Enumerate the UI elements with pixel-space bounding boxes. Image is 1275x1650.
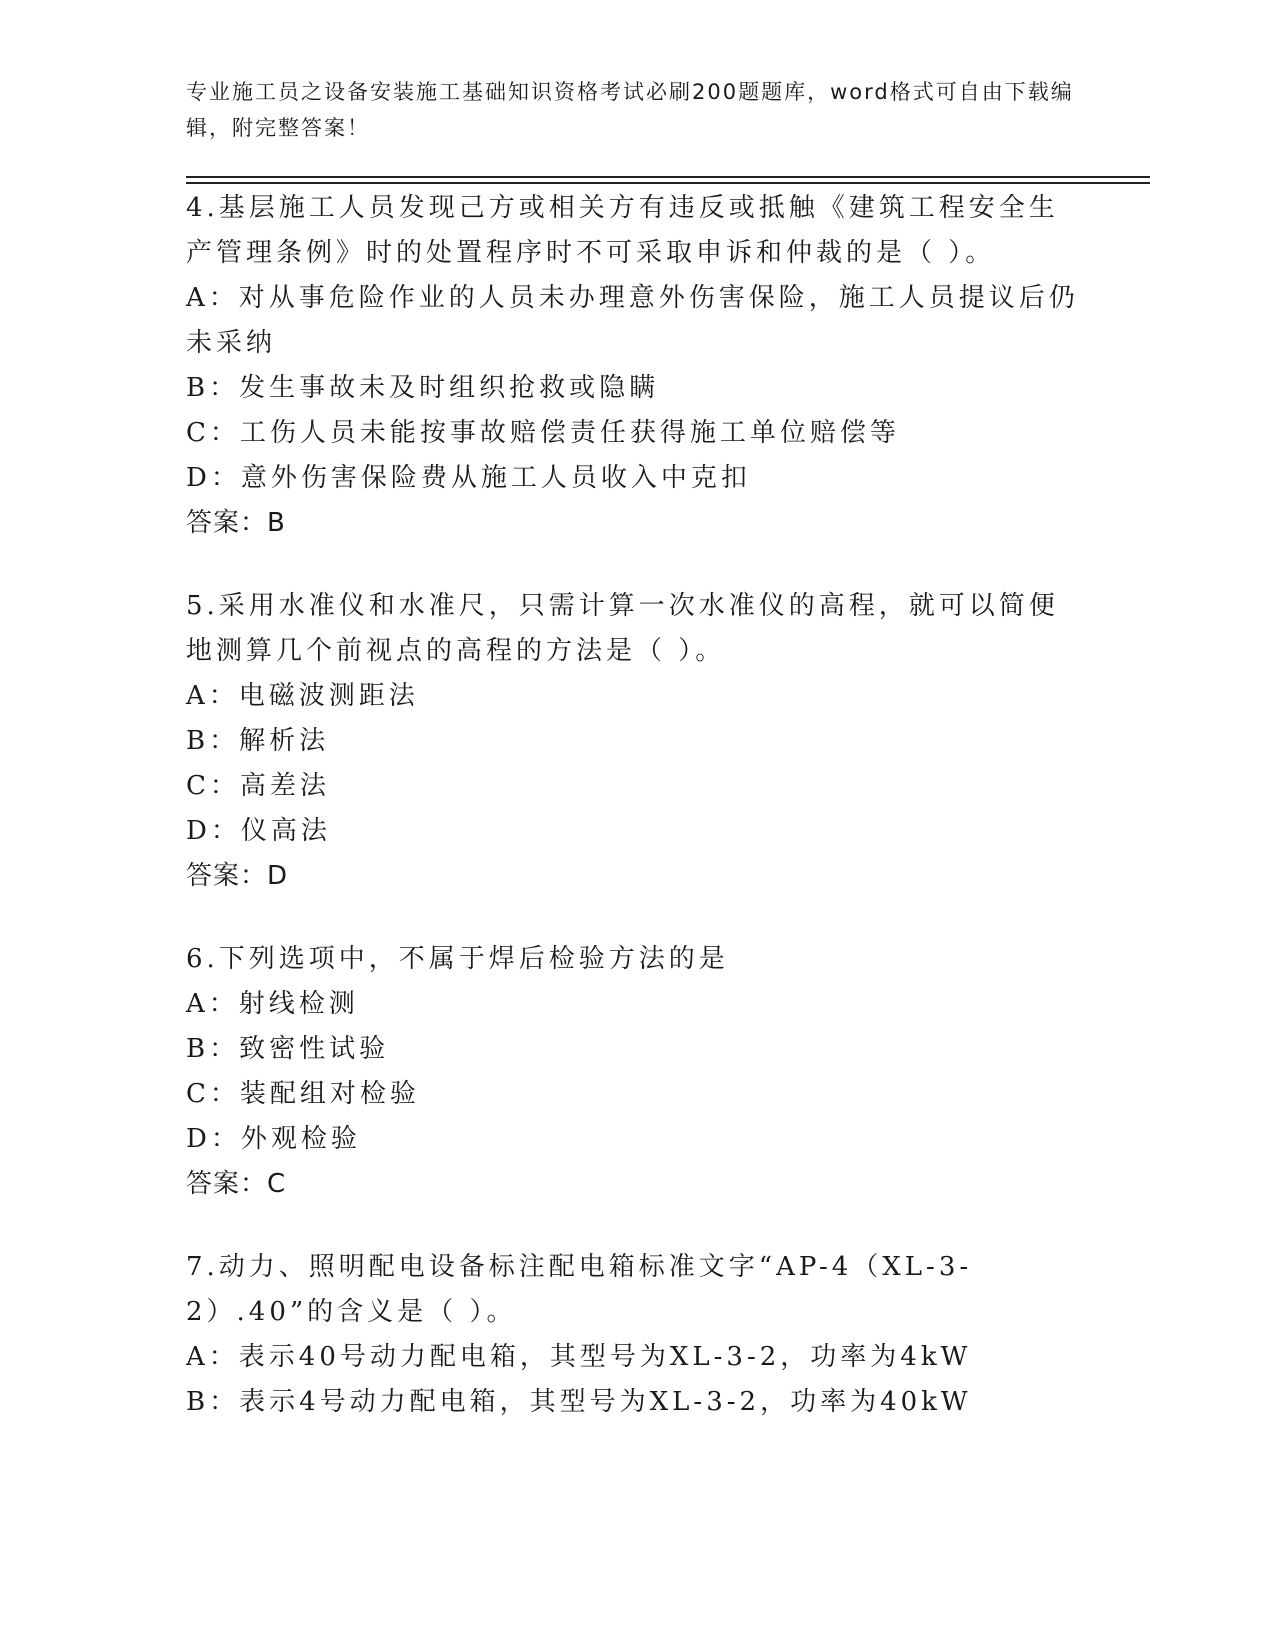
answer-label: 答案： — [186, 1169, 268, 1199]
answer-line — [186, 854, 1086, 899]
option-d: D：外观检验 — [186, 1124, 361, 1154]
option-c: C：高差法 — [186, 771, 330, 801]
document-header: 专业施工员之设备安装施工基础知识资格考试必刷200题题库，word格式可自由下载编辑，附完整答案！ — [186, 80, 1074, 140]
option-a: A：表示40号动力配电箱，其型号为XL-3-2，功率为4kW — [186, 1342, 972, 1372]
question-block-7 — [186, 1245, 1086, 1425]
answer-label: 答案： — [186, 508, 268, 538]
answer-value: B — [267, 508, 286, 538]
question-block-6 — [186, 937, 1086, 1207]
question-stem: 7.动力、照明配电设备标注配电箱标准文字“AP-4（XL-3-2）.40”的含义是（ ）。 — [186, 1252, 973, 1327]
header-divider-top — [186, 176, 1150, 178]
question-stem: 6.下列选项中，不属于焊后检验方法的是 — [186, 944, 729, 974]
option-b: B：致密性试验 — [186, 1034, 390, 1064]
option-c: C：工伤人员未能按事故赔偿责任获得施工单位赔偿等 — [186, 418, 900, 448]
answer-value: C — [267, 1169, 287, 1199]
answer-line — [186, 501, 1086, 546]
answer-value: D — [267, 861, 289, 891]
question-stem: 4.基层施工人员发现己方或相关方有违反或抵触《建筑工程安全生产管理条例》时的处置程序时不可采取申诉和仲裁的是（ ）。 — [186, 193, 1059, 268]
option-a: A：射线检测 — [186, 989, 359, 1019]
answer-label: 答案： — [186, 861, 268, 891]
option-b: B：解析法 — [186, 726, 330, 756]
option-b: B：表示4号动力配电箱，其型号为XL-3-2，功率为40kW — [186, 1387, 972, 1417]
option-c: C：装配组对检验 — [186, 1079, 420, 1109]
option-d: D：仪高法 — [186, 816, 331, 846]
option-b: B：发生事故未及时组织抢救或隐瞒 — [186, 373, 660, 403]
question-block-4 — [186, 186, 1086, 546]
answer-line — [186, 1162, 1086, 1207]
header-divider-bottom — [186, 182, 1150, 184]
option-d: D：意外伤害保险费从施工人员收入中克扣 — [186, 463, 751, 493]
option-a: A：对从事危险作业的人员未办理意外伤害保险，施工人员提议后仍未采纳 — [186, 283, 1079, 358]
question-block-5 — [186, 584, 1086, 899]
option-a: A：电磁波测距法 — [186, 681, 419, 711]
question-stem: 5.采用水准仪和水准尺，只需计算一次水准仪的高程，就可以简便地测算几个前视点的高程的方法是（ ）。 — [186, 591, 1059, 666]
question-list — [186, 186, 1086, 1463]
